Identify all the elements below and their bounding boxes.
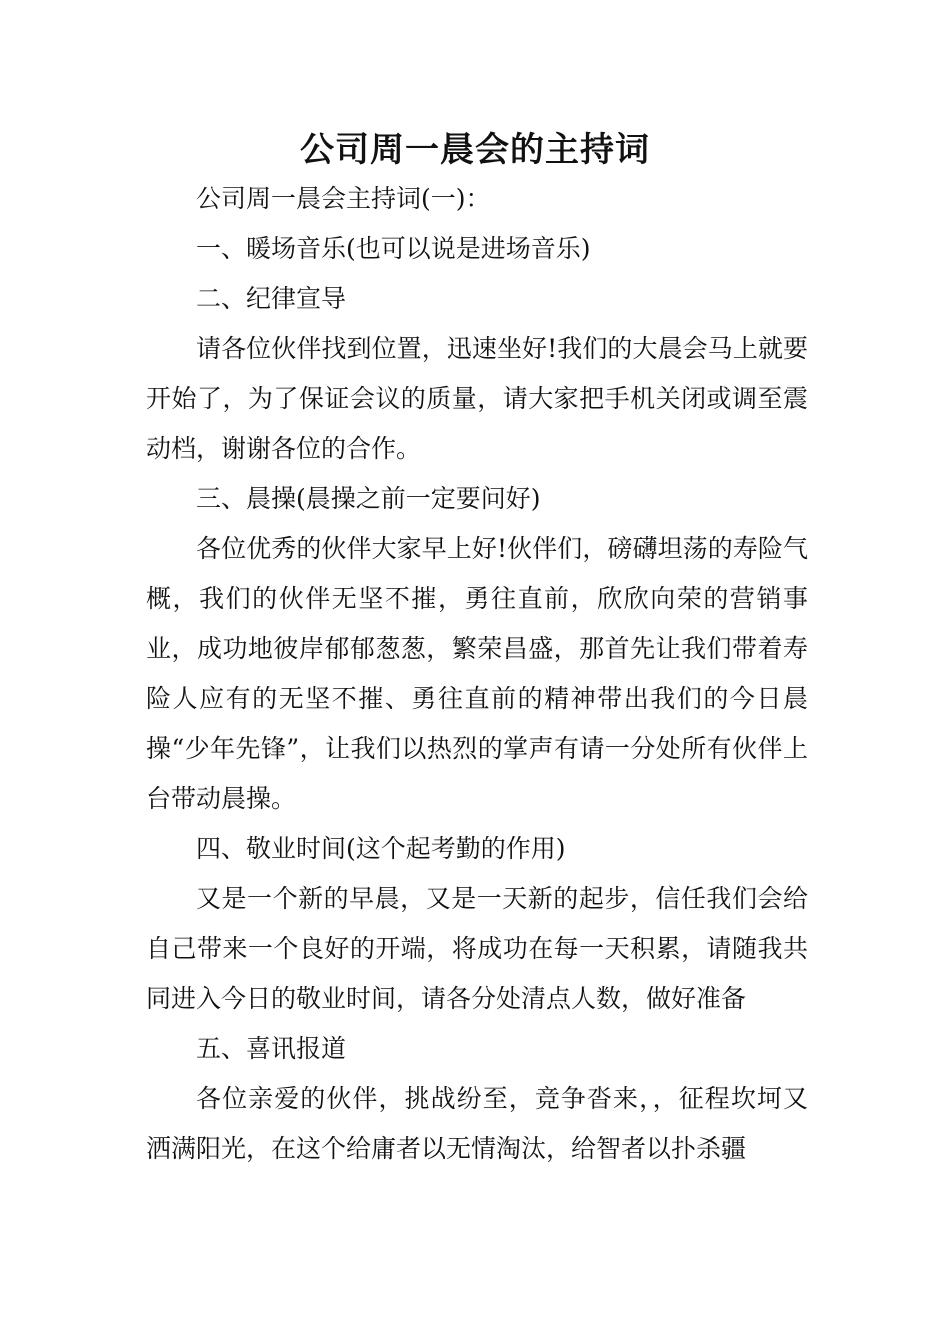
paragraph-intro: 公司周一晨会主持词(一)： [196, 184, 491, 213]
section-heading-morning-exercise: 三、晨操(晨操之前一定要问好) [196, 484, 541, 513]
paragraph-morning-exercise: 各位优秀的伙伴大家早上好!伙伴们，磅礴坦荡的寿险气概，我们的伙伴无坚不摧，勇往直前，欣欣向荣的营销事业，成功地彼岸郁郁葱葱，繁荣昌盛，那首先让我们带着寿险人应有的无坚不摧、勇往直前的精神带出我们的今日晨操“少年先锋”，让我们以热烈的掌声有请一分处所有伙伴上台带动晨操。 [146, 534, 808, 813]
paragraph-discipline: 请各位伙伴找到位置，迅速坐好!我们的大晨会马上就要开始了，为了保证会议的质量，请大家把手机关闭或调至震动档，谢谢各位的合作。 [146, 334, 808, 463]
document-body [146, 174, 808, 1174]
section-heading-discipline: 二、纪律宣导 [196, 284, 347, 313]
paragraph-good-news: 各位亲爱的伙伴，挑战纷至，竞争沓来，，征程坎坷又洒满阳光，在这个给庸者以无情淘汰，给智者以扑杀疆 [146, 1084, 808, 1163]
paragraph-dedication-time: 又是一个新的早晨，又是一天新的起步，信任我们会给自己带来一个良好的开端，将成功在每一天积累，请随我共同进入今日的敬业时间，请各分处清点人数，做好准备 [146, 884, 808, 1013]
document-title: 公司周一晨会的主持词 [300, 130, 650, 170]
section-heading-dedication-time: 四、敬业时间(这个起考勤的作用) [196, 834, 566, 863]
section-heading-warmup-music: 一、暖场音乐(也可以说是进场音乐) [196, 234, 591, 263]
section-heading-good-news: 五、喜讯报道 [196, 1034, 347, 1063]
